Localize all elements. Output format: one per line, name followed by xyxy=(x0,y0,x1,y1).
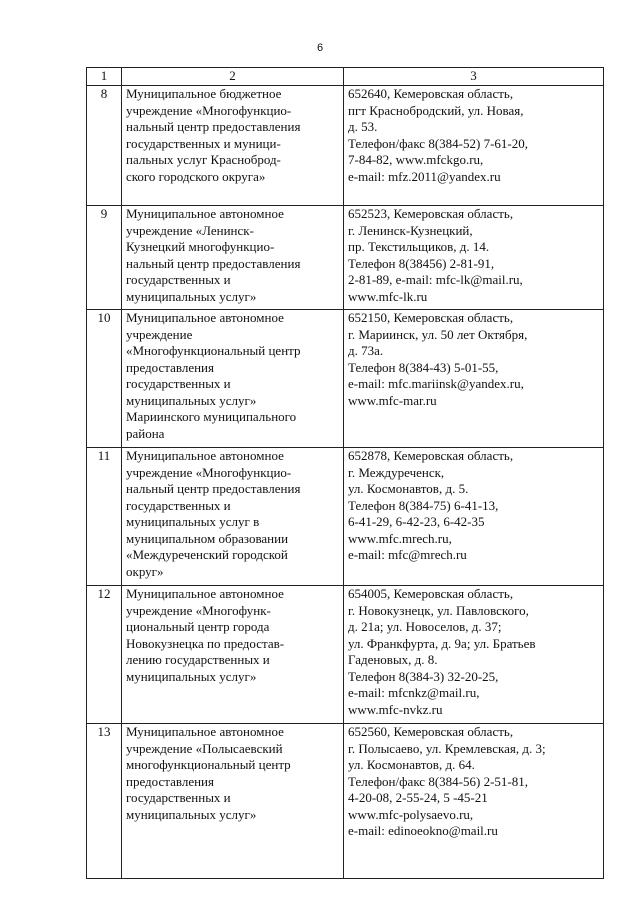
mfc-registry-table xyxy=(86,67,604,879)
organization-name: Муниципальное автономное учреждение «Многофунк- циональный центр города Новокузнецка по предостав- лению государственных и муниципальных услуг» xyxy=(122,586,344,724)
table-row xyxy=(87,310,604,448)
table-row xyxy=(87,448,604,586)
row-number: 13 xyxy=(87,724,122,879)
organization-name: Муниципальное автономное учреждение «Многофункцио- нальный центр предоставления государственных и муниципальных услуг в муниципальном образовании «Междуреченский городской округ» xyxy=(122,448,344,586)
organization-name: Муниципальное автономное учреждение «Многофункциональный центр предоставления государственных и муниципальных услуг» Мариинского муниципального района xyxy=(122,310,344,448)
contact-info: 654005, Кемеровская область, г. Новокузнецк, ул. Павловского, д. 21а; ул. Новоселов, д. 37; ул. Франкфурта, д. 9а; ул. Братьев Гаденовых, д. 8. Телефон 8(384-3) 32-20-25, e-mail: mfcnkz@mail.ru, www.mfc-nvkz.ru xyxy=(344,586,604,724)
column-header-organization: 2 xyxy=(122,68,344,86)
table-header-row xyxy=(87,68,604,86)
row-number: 10 xyxy=(87,310,122,448)
contact-info: 652878, Кемеровская область, г. Междуреченск, ул. Космонавтов, д. 5. Телефон 8(384-75) 6-41-13, 6-41-29, 6-42-23, 6-42-35 www.mfc.mrech.ru, e-mail: mfc@mrech.ru xyxy=(344,448,604,586)
table-row xyxy=(87,724,604,879)
table-row xyxy=(87,206,604,310)
row-number: 11 xyxy=(87,448,122,586)
row-number: 8 xyxy=(87,86,122,206)
table-row xyxy=(87,86,604,206)
contact-info: 652150, Кемеровская область, г. Мариинск, ул. 50 лет Октября, д. 73а. Телефон 8(384-43) 5-01-55, e-mail: mfc.mariinsk@yandex.ru, www.mfc-mar.ru xyxy=(344,310,604,448)
page-number: 6 xyxy=(316,42,324,54)
organization-name: Муниципальное автономное учреждение «Полысаевский многофункциональный центр предоставления государственных и муниципальных услуг» xyxy=(122,724,344,879)
table-row xyxy=(87,586,604,724)
contact-info: 652560, Кемеровская область, г. Полысаево, ул. Кремлевская, д. 3; ул. Космонавтов, д. 64. Телефон/факс 8(384-56) 2-51-81, 4-20-08, 2-55-24, 5 -45-21 www.mfc-polysaevo.ru, e-mail: edinoeokno@mail.ru xyxy=(344,724,604,879)
contact-info: 652640, Кемеровская область, пгт Краснобродский, ул. Новая, д. 53. Телефон/факс 8(384-52) 7-61-20, 7-84-82, www.mfckgo.ru, e-mail: mfz.2011@yandex.ru xyxy=(344,86,604,206)
column-header-number: 1 xyxy=(87,68,122,86)
contact-info: 652523, Кемеровская область, г. Ленинск-Кузнецкий, пр. Текстильщиков, д. 14. Телефон 8(38456) 2-81-91, 2-81-89, e-mail: mfc-lk@mail.ru, www.mfc-lk.ru xyxy=(344,206,604,310)
column-header-contacts: 3 xyxy=(344,68,604,86)
organization-name: Муниципальное автономное учреждение «Ленинск- Кузнецкий многофункцио- нальный центр предоставления государственных и муниципальных услуг» xyxy=(122,206,344,310)
row-number: 12 xyxy=(87,586,122,724)
row-number: 9 xyxy=(87,206,122,310)
organization-name: Муниципальное бюджетное учреждение «Многофункцио- нальный центр предоставления государственных и муници- пальных услуг Красноброд- ского городского округа» xyxy=(122,86,344,206)
